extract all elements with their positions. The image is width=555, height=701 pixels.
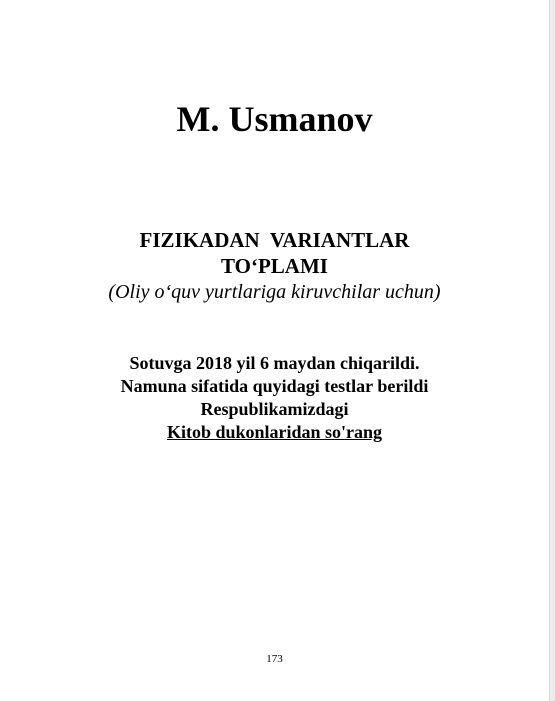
sample-note-text: Namuna sifatida quyidagi testlar berildi <box>120 376 429 396</box>
republic-text: Respublikamizdagi <box>200 399 349 419</box>
sale-date-text: Sotuvga 2018 yil 6 maydan chiqarildi. <box>129 353 420 373</box>
sale-info-block <box>0 352 549 444</box>
title-block <box>0 227 549 305</box>
page-number: 173 <box>266 653 283 665</box>
book-title-line-2: TO‘PLAMI <box>221 254 328 278</box>
author-name: M. Usmanov <box>176 99 373 139</box>
bookstores-link[interactable]: Kitob dukonlaridan so'rang <box>166 422 383 442</box>
viewer-side-strip <box>550 0 555 701</box>
book-subtitle: (Oliy o‘quv yurtlariga kiruvchilar uchun) <box>108 281 441 303</box>
book-title-line-1: FIZIKADAN VARIANTLAR <box>139 228 410 252</box>
